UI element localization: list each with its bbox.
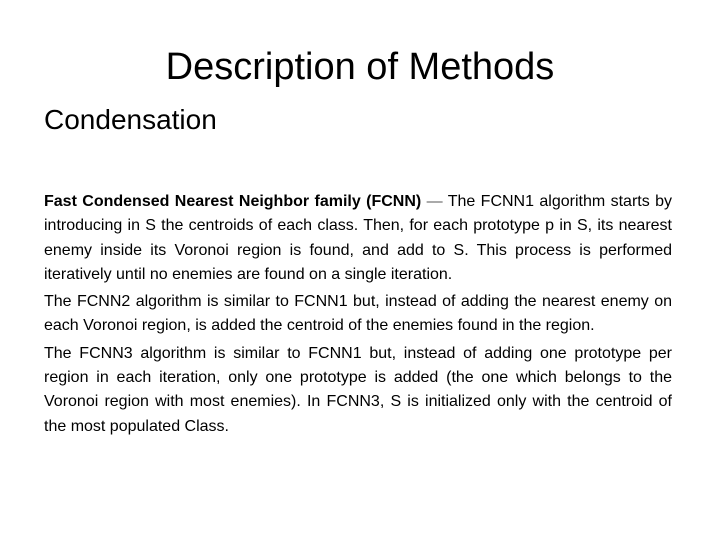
paragraph-fcnn3: The FCNN3 algorithm is similar to FCNN1 but, instead of adding one prototype per region in each iteration, only one prototype is added (the one which belongs to the Voronoi region with most enemies). In FCNN3, S is initialized only with the centroid of the most populated Class. [44, 344, 672, 435]
slide-body [44, 190, 672, 442]
slide-title: Description of Methods [165, 46, 555, 88]
paragraph-text: The FCNN1 algorithm starts by introducing in S the centroids of each class. Then, for each prototype p in S, its nearest enemy inside its Voronoi region is found, and add to S. This process is performed iteratively until no enemies are found on a single iteration. [44, 193, 672, 283]
paragraph-fcnn2: The FCNN2 algorithm is similar to FCNN1 but, instead of adding the nearest enemy on each Voronoi region, is added the centroid of the enemies found in the region. [44, 293, 672, 335]
paragraph-fcnn1 [44, 190, 672, 287]
section-heading: Condensation [44, 104, 217, 135]
em-dash: — [426, 193, 443, 210]
paragraph-lead: Fast Condensed Nearest Neighbor family (FCNN) [44, 193, 422, 210]
